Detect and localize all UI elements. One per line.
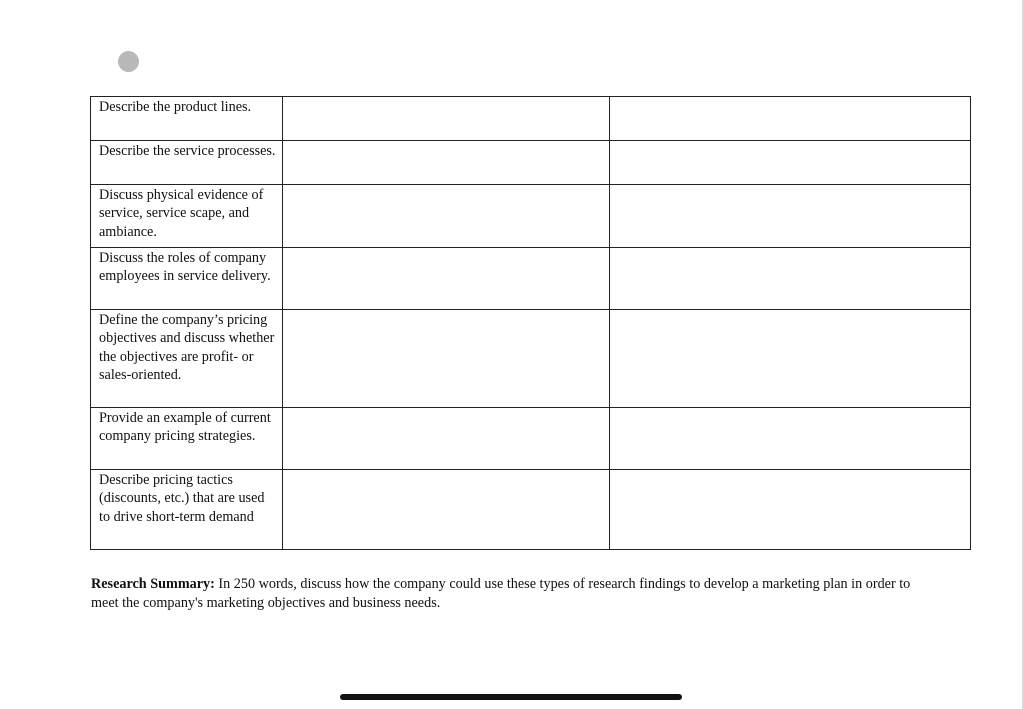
answer-cell[interactable] bbox=[610, 470, 971, 550]
answer-cell[interactable] bbox=[283, 470, 610, 550]
prompt-cell: Discuss the roles of company employees in service delivery. bbox=[91, 248, 283, 310]
answer-cell[interactable] bbox=[610, 408, 971, 470]
answer-cell[interactable] bbox=[283, 185, 610, 248]
table-row bbox=[91, 310, 971, 408]
answer-cell[interactable] bbox=[283, 310, 610, 408]
page-indicator-dot bbox=[118, 51, 139, 72]
prompt-cell: Describe the service processes. bbox=[91, 141, 283, 185]
home-indicator[interactable] bbox=[340, 694, 682, 700]
research-summary-text: In 250 words, discuss how the company could use these types of research findings to develop a marketing plan in order to meet the company's marketing objectives and business needs. bbox=[91, 576, 911, 611]
answer-cell[interactable] bbox=[610, 141, 971, 185]
table-row bbox=[91, 248, 971, 310]
table-row bbox=[91, 141, 971, 185]
table-row bbox=[91, 185, 971, 248]
answer-cell[interactable] bbox=[283, 408, 610, 470]
worksheet-table bbox=[90, 96, 971, 550]
answer-cell[interactable] bbox=[610, 310, 971, 408]
answer-cell[interactable] bbox=[610, 248, 971, 310]
prompt-cell: Describe the product lines. bbox=[91, 97, 283, 141]
answer-cell[interactable] bbox=[283, 248, 610, 310]
table-row bbox=[91, 470, 971, 550]
prompt-cell: Define the company’s pricing objectives and discuss whether the objectives are profit- or sales-oriented. bbox=[91, 310, 283, 408]
table-row bbox=[91, 97, 971, 141]
answer-cell[interactable] bbox=[283, 97, 610, 141]
answer-cell[interactable] bbox=[610, 185, 971, 248]
prompt-cell: Discuss physical evidence of service, service scape, and ambiance. bbox=[91, 185, 283, 248]
answer-cell[interactable] bbox=[610, 97, 971, 141]
table-row bbox=[91, 408, 971, 470]
research-summary-label: Research Summary: bbox=[91, 576, 215, 592]
answer-cell[interactable] bbox=[283, 141, 610, 185]
research-summary bbox=[91, 575, 931, 613]
prompt-cell: Provide an example of current company pricing strategies. bbox=[91, 408, 283, 470]
prompt-cell: Describe pricing tactics (discounts, etc.) that are used to drive short-term demand bbox=[91, 470, 283, 550]
